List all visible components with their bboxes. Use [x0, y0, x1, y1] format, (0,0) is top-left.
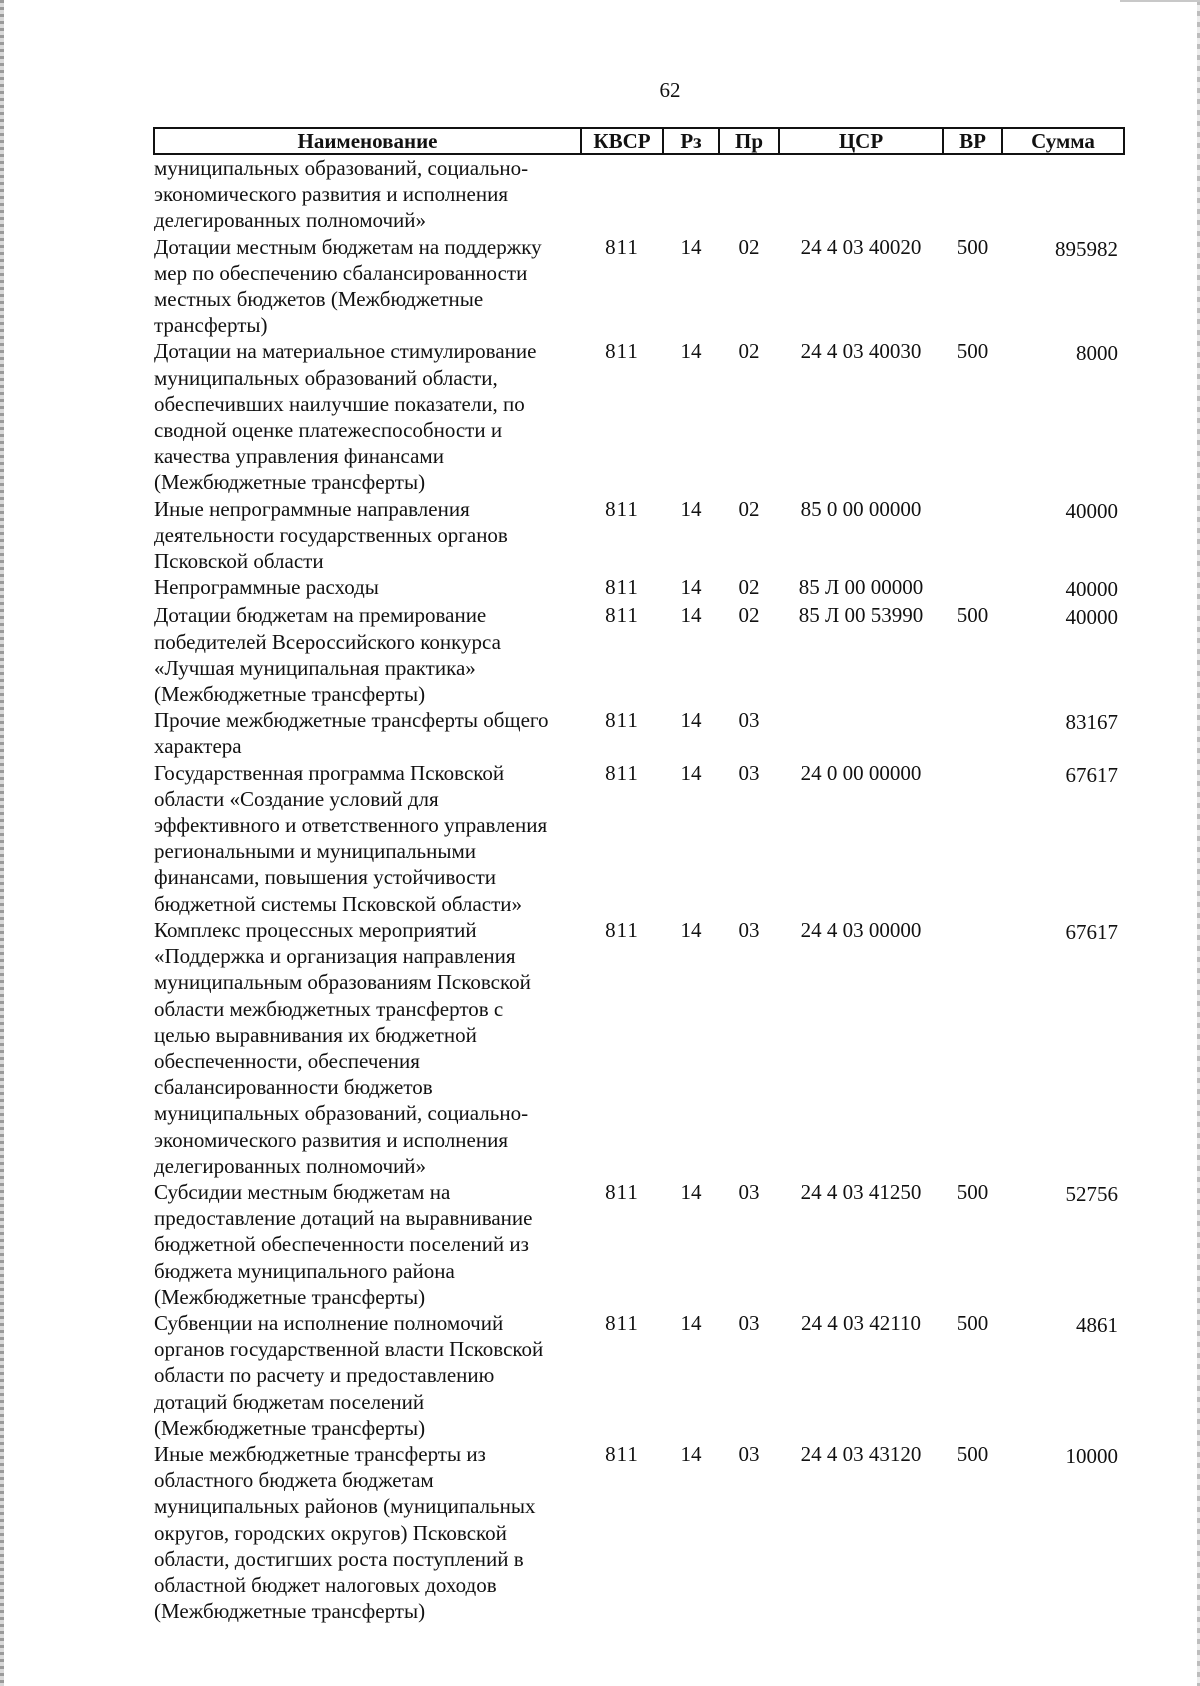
cell-pr: 03: [738, 1441, 760, 1466]
cell-sum: 40000: [1065, 577, 1118, 602]
cell-csr: 24 4 03 00000: [800, 917, 922, 942]
cell-kvsr: 811: [605, 339, 639, 364]
cell-pr: 03: [738, 1179, 760, 1204]
table-row: [154, 234, 1124, 339]
scan-edge-top: [1120, 0, 1200, 2]
cell-vr: 500: [956, 1179, 989, 1204]
table-row: [154, 1310, 1124, 1441]
cell-rz: 14: [680, 603, 702, 628]
cell-rz: 14: [680, 234, 702, 259]
cell-sum: 67617: [1065, 762, 1118, 787]
cell-vr: [943, 917, 1002, 1179]
cell-csr: 24 4 03 40030: [800, 339, 922, 364]
cell-pr: [719, 154, 779, 234]
cell-csr: 24 4 03 43120: [800, 1441, 922, 1466]
cell-vr: [943, 707, 1002, 759]
cell-pr: 02: [738, 234, 760, 259]
scan-edge-left: [0, 0, 4, 1686]
cell-kvsr: 811: [605, 575, 639, 600]
cell-pr: 02: [738, 575, 760, 600]
table-header-row: [154, 128, 1124, 154]
cell-pr: 02: [738, 603, 760, 628]
cell-vr: 500: [956, 339, 989, 364]
cell-vr: [943, 154, 1002, 234]
table-row: [154, 154, 1124, 234]
table-row: [154, 574, 1124, 602]
cell-sum: 52756: [1065, 1181, 1118, 1206]
cell-kvsr: 811: [605, 1441, 639, 1466]
cell-rz: 14: [680, 708, 702, 733]
cell-csr: 24 4 03 40020: [800, 234, 922, 259]
cell-kvsr: 811: [605, 917, 639, 942]
cell-kvsr: 811: [605, 1310, 639, 1335]
cell-vr: [943, 496, 1002, 575]
budget-table: [153, 127, 1125, 1624]
cell-rz: 14: [680, 339, 702, 364]
table-row: [154, 1441, 1124, 1624]
cell-vr: [943, 574, 1002, 602]
cell-kvsr: 811: [605, 708, 639, 733]
header-rz: Рз: [663, 128, 719, 154]
cell-name: Государственная программа Псковской области «Создание условий для эффективного и ответственного управления региональными и муниципальными финансами, повышения устойчивости бюджетной системы Псковской области»: [154, 760, 548, 916]
cell-rz: 14: [680, 917, 702, 942]
cell-pr: 03: [738, 1310, 760, 1335]
cell-kvsr: [581, 154, 663, 234]
cell-csr: 85 0 00 00000: [800, 496, 922, 521]
cell-rz: [663, 154, 719, 234]
cell-name: Прочие межбюджетные трансферты общего характера: [154, 708, 549, 759]
cell-pr: 03: [738, 917, 760, 942]
header-vr: ВР: [943, 128, 1002, 154]
header-kvsr: КВСР: [581, 128, 663, 154]
cell-sum: 8000: [1076, 341, 1118, 366]
cell-name: Иные межбюджетные трансферты из областного бюджета бюджетам муниципальных районов (муниципальных округов, городских округов) Псковской области, достигших роста поступлений в областной бюджет налоговых доходов (Межбюджетные трансферты): [154, 1441, 536, 1624]
cell-pr: 03: [738, 708, 760, 733]
header-pr: Пр: [719, 128, 779, 154]
header-name: Наименование: [154, 128, 581, 154]
cell-csr: 24 4 03 41250: [800, 1179, 922, 1204]
cell-sum: 40000: [1065, 498, 1118, 523]
cell-rz: 14: [680, 1441, 702, 1466]
cell-vr: 500: [956, 234, 989, 259]
cell-rz: 14: [680, 575, 702, 600]
cell-csr: 24 4 03 42110: [801, 1310, 921, 1335]
table-header: [154, 128, 1124, 154]
table-row: [154, 602, 1124, 707]
cell-name: Субсидии местным бюджетам на предоставление дотаций на выравнивание бюджетной обеспеченности поселений из бюджета муниципального района (Межбюджетные трансферты): [154, 1179, 533, 1309]
cell-pr: 02: [738, 496, 760, 521]
cell-vr: 500: [956, 603, 989, 628]
table-row: [154, 338, 1124, 495]
table-row: [154, 760, 1124, 917]
cell-rz: 14: [680, 496, 702, 521]
cell-pr: 03: [738, 760, 760, 785]
cell-vr: 500: [956, 1441, 989, 1466]
cell-sum: 40000: [1065, 605, 1118, 630]
cell-name: Дотации местным бюджетам на поддержку мер по обеспечению сбалансированности местных бюджетов (Межбюджетные трансферты): [154, 234, 542, 338]
table-row: [154, 707, 1124, 759]
cell-csr: 24 0 00 00000: [800, 760, 922, 785]
cell-sum: 4861: [1076, 1312, 1118, 1337]
cell-rz: 14: [680, 1310, 702, 1335]
cell-csr: 85 Л 00 00000: [798, 575, 924, 600]
cell-sum: 895982: [1055, 236, 1118, 261]
cell-rz: 14: [680, 1179, 702, 1204]
table-row: [154, 496, 1124, 575]
header-sum: Сумма: [1002, 128, 1124, 154]
cell-kvsr: 811: [605, 1179, 639, 1204]
cell-name: Субвенции на исполнение полномочий органов государственной власти Псковской области по расчету и предоставлению дотаций бюджетам поселений (Межбюджетные трансферты): [154, 1310, 544, 1440]
cell-kvsr: 811: [605, 760, 639, 785]
table-row: [154, 917, 1124, 1179]
cell-sum: 10000: [1065, 1443, 1118, 1468]
cell-name: Иные непрограммные направления деятельности государственных органов Псковской области: [154, 496, 508, 574]
page-number: 62: [659, 78, 681, 102]
cell-vr: [943, 760, 1002, 917]
cell-sum: 67617: [1065, 919, 1118, 944]
cell-name: муниципальных образований, социально- экономического развития и исполнения делегированных полномочий»: [154, 156, 529, 233]
cell-name: Непрограммные расходы: [154, 575, 379, 600]
table-body: [154, 154, 1124, 1624]
cell-kvsr: 811: [605, 603, 639, 628]
cell-sum: 83167: [1065, 710, 1118, 735]
table-row: [154, 1179, 1124, 1310]
cell-csr: 85 Л 00 53990: [798, 603, 924, 628]
cell-vr: 500: [956, 1310, 989, 1335]
cell-kvsr: 811: [605, 234, 639, 259]
cell-name: Комплекс процессных мероприятий «Поддержка и организация направления муниципальным образованиям Псковской области межбюджетных трансфертов с целью выравнивания их бюджетной обеспеченности, обеспечения сбалансированности бюджетов муниципальных образований, социально- экономического развития и исполнения делегированных полномочий»: [154, 917, 531, 1178]
header-csr: ЦСР: [779, 128, 943, 154]
cell-kvsr: 811: [605, 496, 639, 521]
cell-csr: [779, 154, 943, 234]
cell-rz: 14: [680, 760, 702, 785]
cell-name: Дотации бюджетам на премирование победителей Всероссийского конкурса «Лучшая муниципальная практика» (Межбюджетные трансферты): [154, 603, 501, 707]
cell-pr: 02: [738, 339, 760, 364]
cell-csr: [779, 707, 943, 759]
cell-sum: [1002, 154, 1124, 234]
cell-name: Дотации на материальное стимулирование муниципальных образований области, обеспечивших наилучшие показатели, по сводной оценке платежеспособности и качества управления финансами (Межбюджетные трансферты): [154, 339, 537, 495]
